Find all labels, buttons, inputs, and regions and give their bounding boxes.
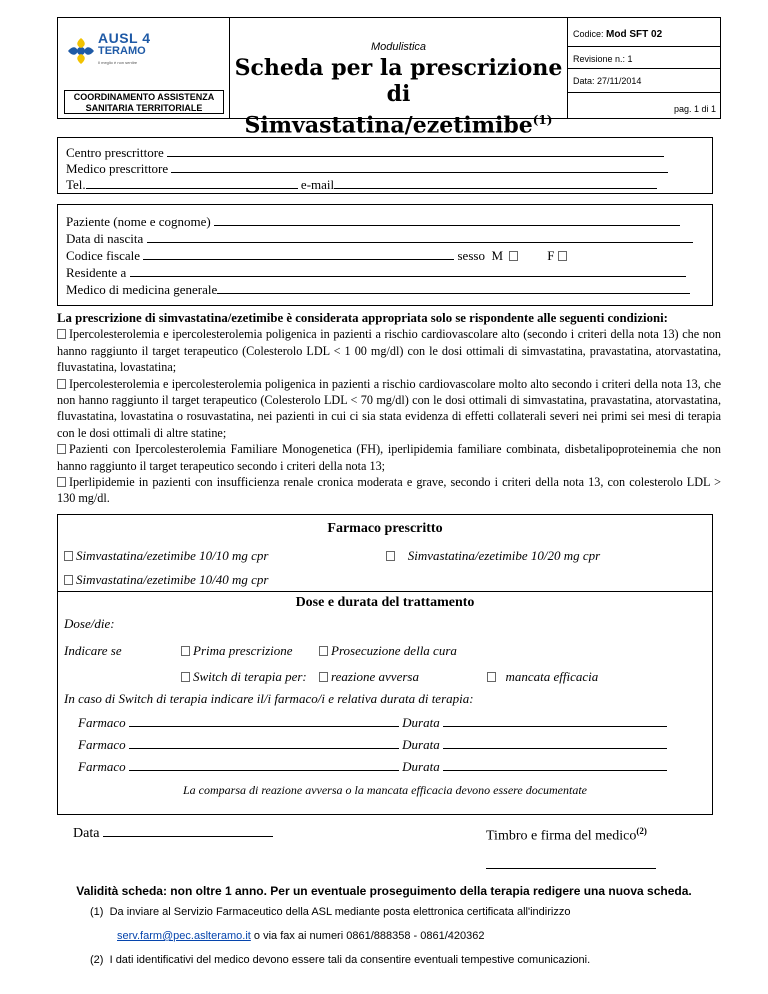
switch-drug-row[interactable]: Farmaco Durata — [78, 715, 667, 731]
patient-name-field[interactable]: Paziente (nome e cognome) — [66, 215, 680, 229]
condition-item[interactable]: Pazienti con Ipercolesterolemia Familiare Monogenetica (FH), iperlipidemia familiare combinata, disbetalipoproteinemia che non hanno raggiunto il target terapeutico secondo i criteri della nota 13; — [57, 442, 721, 473]
date-field[interactable]: Data — [73, 826, 273, 842]
lack-efficacy-checkbox[interactable] — [487, 672, 496, 682]
birth-date-field[interactable]: Data di nascita — [66, 232, 693, 246]
department-label: COORDINAMENTO ASSISTENZA SANITARIA TERRITORIALE — [64, 90, 224, 114]
switch-option[interactable]: Switch di terapia per: — [178, 669, 307, 685]
document-title: Scheda per la prescrizione di Simvastatina/ezetimibe$^{(1)}$ — [234, 55, 563, 139]
signature-line[interactable] — [486, 858, 656, 874]
switch-drug-row[interactable]: Farmaco Durata — [78, 737, 667, 753]
continuation-checkbox[interactable] — [319, 646, 328, 656]
drug-checkbox[interactable] — [64, 575, 73, 585]
page-number: pag. 1 di 1 — [673, 104, 716, 114]
title-cell — [230, 18, 568, 139]
fiscal-code-field[interactable]: Codice fiscale sesso M F — [66, 249, 570, 263]
logo-line1: AUSL 4 — [98, 30, 151, 46]
indicate-label: Indicare se — [64, 643, 122, 658]
drug-option-10-40[interactable]: Simvastatina/ezetimibe 10/40 mg cpr — [64, 572, 268, 588]
document-code: Codice: Mod SFT 02 — [573, 29, 663, 40]
document-header — [57, 17, 721, 139]
condition-item[interactable]: Ipercolesterolemia e ipercolesterolemia poligenica in pazienti a rischio cardiovascolare alto (secondo i criteri della nota 13) che non hanno raggiunto il target terapeutico (Colesterolo LDL < 1 00 mg/dl) con le dosi ottimali di simvastatina, pravastatina, atorvastatina, fluvastatina, lovastatina; — [57, 327, 721, 375]
first-prescription-option[interactable]: Prima prescrizione — [178, 643, 293, 659]
footnote-1: (1) Da inviare al Servizio Farmaceutico della ASL mediante posta elettronica certificata all'indirizzo — [90, 906, 571, 918]
sex-f-checkbox[interactable] — [558, 251, 567, 261]
continuation-option[interactable]: Prosecuzione della cura — [316, 643, 457, 659]
stamp-signature-label: Timbro e firma del medico$^{(2)}$ — [486, 826, 647, 844]
logo-cell — [58, 18, 230, 118]
switch-note: In caso di Switch di terapia indicare il/i farmaco/i e relativa durata di terapia: — [64, 691, 474, 706]
condition-checkbox[interactable] — [57, 379, 66, 389]
ausl-logo-icon — [66, 36, 96, 66]
title-footnote-ref: (1) — [532, 113, 553, 127]
medico-field[interactable]: Medico prescrittore — [66, 162, 668, 176]
first-prescription-checkbox[interactable] — [181, 646, 190, 656]
residence-field[interactable]: Residente a — [66, 266, 686, 280]
meta-cell — [568, 18, 720, 118]
condition-checkbox[interactable] — [57, 444, 66, 454]
sex-m-checkbox[interactable] — [509, 251, 518, 261]
module-label: Modulistica — [370, 41, 427, 53]
patient-box — [57, 204, 713, 306]
switch-drug-row[interactable]: Farmaco Durata — [78, 759, 667, 775]
validity-note: Validità scheda: non oltre 1 anno. Per un eventuale proseguimento della terapia redigere una nuova scheda. — [76, 884, 692, 898]
centro-field[interactable]: Centro prescrittore — [66, 146, 664, 160]
drug-checkbox[interactable] — [386, 551, 395, 561]
condition-item[interactable]: Iperlipidemie in pazienti con insufficienza renale cronica moderata e grave, secondo i criteri della nota 13, con colesterolo LDL > 130 mg/dl. — [57, 475, 721, 506]
drug-option-10-20[interactable]: Simvastatina/ezetimibe 10/20 mg cpr — [386, 548, 600, 564]
dose-per-day-label: Dose/die: — [64, 616, 115, 631]
drug-dose-box — [57, 514, 713, 815]
document-date: Data: 27/11/2014 — [573, 76, 642, 86]
revision: Revisione n.: 1 — [573, 54, 633, 64]
condition-checkbox[interactable] — [57, 477, 66, 487]
lack-efficacy-option[interactable]: mancata efficacia — [484, 669, 598, 685]
condition-item[interactable]: Ipercolesterolemia e ipercolesterolemia poligenica in pazienti a rischio cardiovascolare molto alto secondo i criteri della nota 13, che non hanno raggiunto il target terapeutico (Colesterolo LDL < 70 mg/dl) con le dosi ottimali di simvastatina, pravastatina, atorvastatina, fluvastatina, lovastatina o rosuvastatina, nei pazienti in cui ci sia stata evidenza di effetti collaterali severi nei primi sei mesi di terapia con le dosi ottimali di altre statine; — [57, 376, 721, 440]
prescriber-box — [57, 137, 713, 194]
condition-checkbox[interactable] — [57, 329, 66, 339]
logo-line2: TERAMO — [98, 45, 146, 57]
drug-option-10-10[interactable]: Simvastatina/ezetimibe 10/10 mg cpr — [64, 548, 268, 564]
documentation-note: La comparsa di reazione avversa o la mancata efficacia devono essere documentate — [182, 783, 588, 797]
dose-section-title: Dose e durata del trattamento — [295, 595, 475, 610]
footnote-1-contacts: serv.farm@pec.aslteramo.it o via fax ai numeri 0861/888358 - 0861/420362 — [117, 930, 485, 942]
adverse-reaction-option[interactable]: reazione avversa — [316, 669, 419, 685]
logo-tagline: Il meglio è non sentire — [98, 60, 138, 65]
contact-field[interactable]: Tel. e-mail — [66, 178, 657, 192]
drug-section-title: Farmaco prescritto — [327, 521, 443, 536]
gp-field[interactable]: Medico di medicina generale — [66, 283, 690, 297]
conditions-section — [57, 310, 721, 507]
switch-checkbox[interactable] — [181, 672, 190, 682]
pec-email-link[interactable]: serv.farm@pec.aslteramo.it — [117, 930, 251, 942]
conditions-lead: La prescrizione di simvastatina/ezetimibe è considerata appropriata solo se rispondente alle seguenti condizioni: — [57, 311, 668, 325]
footnote-2: (2) I dati identificativi del medico devono essere tali da consentire eventuali tempestive comunicazioni. — [90, 954, 591, 966]
drug-checkbox[interactable] — [64, 551, 73, 561]
adverse-reaction-checkbox[interactable] — [319, 672, 328, 682]
